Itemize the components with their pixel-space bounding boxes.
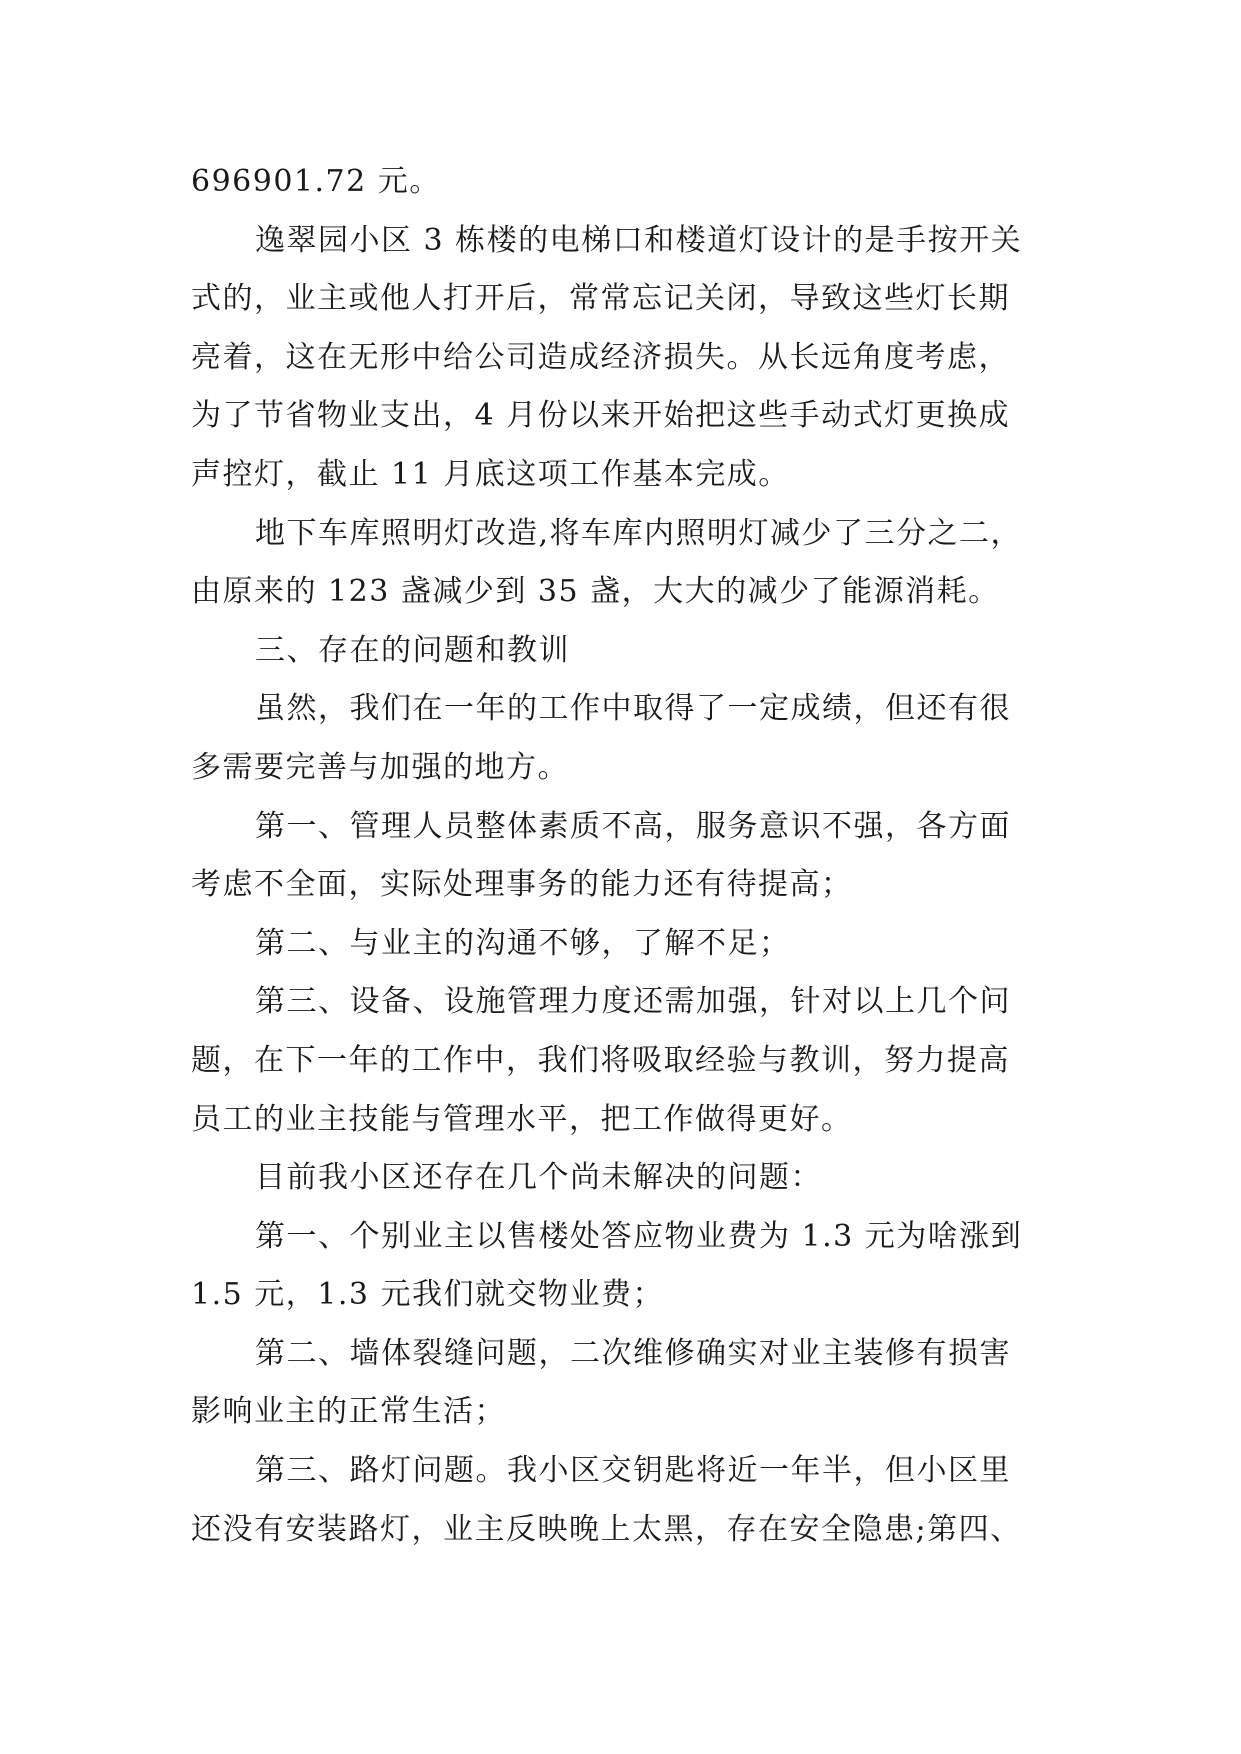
- text-line: 虽然，我们在一年的工作中取得了一定成绩，但还有很: [255, 691, 1011, 727]
- text-line: 目前我小区还存在几个尚未解决的问题：: [255, 1160, 822, 1196]
- text-line: 逸翠园小区 3 栋楼的电梯口和楼道灯设计的是手按开关: [255, 222, 1023, 258]
- text-line: 员工的业主技能与管理水平，把工作做得更好。: [191, 1101, 853, 1137]
- text-line: 考虑不全面，实际处理事务的能力还有待提高；: [191, 867, 853, 903]
- text-line: 第一、管理人员整体素质不高，服务意识不强，各方面: [255, 808, 1011, 844]
- text-line: 第二、与业主的沟通不够，了解不足；: [255, 925, 791, 961]
- text-line: 696901.72 元。: [191, 164, 441, 199]
- text-line: 式的，业主或他人打开后，常常忘记关闭，导致这些灯长期: [191, 281, 1010, 317]
- text-line: 由原来的 123 盏减少到 35 盏，大大的减少了能源消耗。: [191, 574, 1000, 610]
- text-line: 亮着，这在无形中给公司造成经济损失。从长远角度考虑，: [191, 339, 1010, 375]
- text-line: 为了节省物业支出，4 月份以来开始把这些手动式灯更换成: [191, 398, 1011, 434]
- text-line: 还没有安装路灯，业主反映晚上太黑，存在安全隐患;第四、: [191, 1511, 1022, 1547]
- text-line: 第三、设备、设施管理力度还需加强，针对以上几个问: [255, 984, 1011, 1020]
- text-line: 第一、个别业主以售楼处答应物业费为 1.3 元为啥涨到: [255, 1218, 1023, 1254]
- text-line: 第三、路灯问题。我小区交钥匙将近一年半，但小区里: [255, 1453, 1011, 1489]
- text-line: 第二、墙体裂缝问题，二次维修确实对业主装修有损害: [255, 1335, 1011, 1371]
- document-body: [191, 153, 1059, 1559]
- text-line: 多需要完善与加强的地方。: [191, 749, 569, 785]
- text-line: 地下车库照明灯改造,将车库内照明灯减少了三分之二，: [255, 515, 1023, 551]
- text-line: 1.5 元，1.3 元我们就交物业费；: [191, 1277, 664, 1313]
- text-line: 影响业主的正常生活；: [191, 1394, 506, 1430]
- text-line: 声控灯，截止 11 月底这项工作基本完成。: [191, 456, 790, 492]
- text-line: 题，在下一年的工作中，我们将吸取经验与教训，努力提高: [191, 1042, 1010, 1078]
- section-heading: 三、存在的问题和教训: [255, 632, 570, 668]
